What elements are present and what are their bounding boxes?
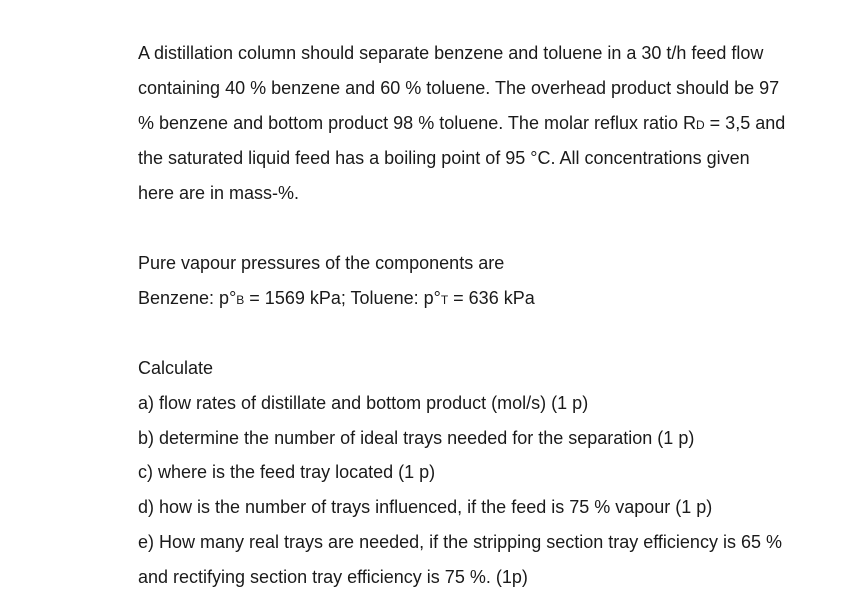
task-b: b) determine the number of ideal trays needed for the separation (1 p)	[138, 428, 695, 448]
vapour-pressures	[138, 287, 535, 309]
task-e-line-1: e) How many real trays are needed, if the stripping section tray efficiency is 65 %	[138, 532, 782, 552]
task-c: c) where is the feed tray located (1 p)	[138, 462, 436, 482]
task-a: a) flow rates of distillate and bottom product (mol/s) (1 p)	[138, 393, 589, 413]
intro-line-2: containing 40 % benzene and 60 % toluene. The overhead product should be 97	[138, 78, 780, 98]
benzene-value: = 1569 kPa; Toluene: p°	[244, 288, 441, 308]
intro-line-3-tail: = 3,5 and	[704, 113, 786, 133]
intro-line-3	[138, 112, 785, 134]
toluene-value: = 636 kPa	[448, 288, 535, 308]
intro-line-3-text: % benzene and bottom product 98 % toluene. The molar reflux ratio R	[138, 113, 696, 133]
vapour-heading: Pure vapour pressures of the components are	[138, 253, 505, 273]
task-d: d) how is the number of trays influenced, if the feed is 75 % vapour (1 p)	[138, 497, 713, 517]
benzene-label: Benzene: p°	[138, 288, 237, 308]
reflux-subscript: D	[696, 118, 705, 132]
task-e-line-2: and rectifying section tray efficiency is 75 %. (1p)	[138, 567, 528, 587]
tasks-heading: Calculate	[138, 358, 214, 378]
intro-line-4: the saturated liquid feed has a boiling point of 95 °C. All concentrations given	[138, 148, 750, 168]
toluene-subscript: T	[440, 293, 449, 307]
intro-line-1: A distillation column should separate benzene and toluene in a 30 t/h feed flow	[138, 43, 764, 63]
benzene-subscript: B	[236, 293, 245, 307]
intro-line-5: here are in mass-%.	[138, 183, 300, 203]
